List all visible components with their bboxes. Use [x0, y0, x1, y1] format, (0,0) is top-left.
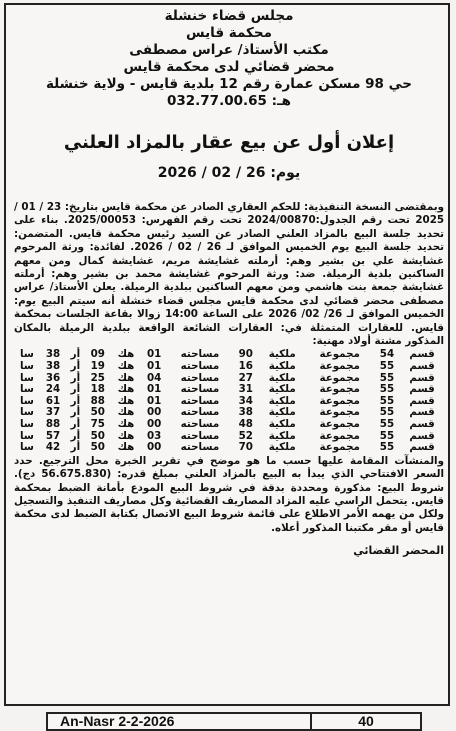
lot-sa-label: سا: [19, 348, 34, 361]
page-footer: [46, 712, 422, 731]
lot-ha-label: هك: [117, 360, 135, 373]
lot-owned-label: ملكية: [268, 406, 296, 419]
lot-ares: 19: [90, 360, 105, 373]
lot-group-number: 48: [238, 418, 253, 431]
lot-group-label: مجموعة: [319, 441, 360, 454]
council-name: مجلس قضاء خنشلة: [164, 8, 294, 24]
lot-centiares: 88: [45, 418, 61, 431]
lot-centiares: 24: [45, 383, 61, 396]
lot-ares: 18: [90, 383, 105, 396]
lot-hectares: 01: [146, 383, 162, 396]
lot-hectares: 03: [146, 429, 162, 442]
lot-hectares: 00: [146, 406, 162, 419]
lot-row: [14, 419, 444, 431]
lot-centiares: 38: [45, 360, 61, 373]
lot-centiares: 57: [45, 429, 61, 442]
lot-ares: 25: [90, 371, 105, 384]
publication-label: An-Nasr 2-2-2026: [48, 714, 312, 729]
lot-ha-label: هك: [117, 418, 135, 431]
lot-ar-label: أر: [70, 394, 81, 407]
lot-ar-label: أر: [70, 429, 81, 442]
lot-group-label: مجموعة: [319, 394, 360, 407]
lot-owned-label: ملكية: [268, 371, 296, 384]
lot-group-label: مجموعة: [319, 429, 360, 442]
lot-ha-label: هك: [117, 441, 135, 454]
lot-ares: 09: [90, 348, 105, 361]
lot-group-number: 16: [238, 360, 253, 373]
lot-qism-number: 55: [379, 429, 395, 442]
lot-group-label: مجموعة: [319, 418, 360, 431]
office-name: مكتب الأستاذ/ عراس مصطفى: [129, 42, 329, 58]
lot-hectares: 01: [146, 394, 162, 407]
lot-group-number: 38: [238, 406, 253, 419]
lot-ha-label: هك: [117, 383, 135, 396]
lot-group-label: مجموعة: [319, 348, 360, 361]
lot-ar-label: أر: [70, 441, 81, 454]
lot-sa-label: سا: [19, 371, 34, 384]
lot-sa-label: سا: [19, 429, 34, 442]
lot-sa-label: سا: [19, 406, 34, 419]
lot-ha-label: هك: [117, 429, 135, 442]
lot-qism-label: قسم: [409, 360, 435, 373]
lot-hectares: 01: [146, 360, 162, 373]
lot-qism-number: 55: [379, 418, 395, 431]
office-phone: هـ: 032.77.00.65: [166, 93, 291, 109]
lot-area-label: مساحته: [180, 348, 220, 361]
lot-qism-label: قسم: [409, 348, 435, 361]
lot-qism-label: قسم: [409, 418, 435, 431]
office-address: حي 98 مسكن عمارة رقم 12 بلدية قايس - ولاية خنشلة: [45, 76, 413, 92]
lot-qism-label: قسم: [409, 441, 435, 454]
lot-group-number: 90: [238, 348, 253, 361]
lot-group-number: 34: [238, 394, 253, 407]
lot-group-label: مجموعة: [319, 360, 360, 373]
lot-qism-number: 55: [379, 383, 395, 396]
lot-ares: 50: [90, 406, 105, 419]
lot-owned-label: ملكية: [268, 429, 296, 442]
notice-body: [14, 201, 444, 535]
lot-area-label: مساحته: [180, 429, 220, 442]
lot-sa-label: سا: [19, 360, 34, 373]
lot-group-number: 31: [238, 383, 253, 396]
bailiff-title: محضر قضائي لدى محكمة قايس: [123, 59, 335, 75]
lot-ar-label: أر: [70, 418, 81, 431]
lot-ar-label: أر: [70, 406, 81, 419]
lot-centiares: 42: [45, 441, 61, 454]
lot-ares: 75: [90, 418, 105, 431]
lot-group-label: مجموعة: [319, 371, 360, 384]
lot-group-label: مجموعة: [319, 383, 360, 396]
lot-sa-label: سا: [19, 441, 34, 454]
lot-area-label: مساحته: [180, 371, 220, 384]
lot-owned-label: ملكية: [268, 360, 296, 373]
lot-qism-number: 54: [379, 348, 395, 361]
notice-frame: [4, 3, 450, 706]
lot-area-label: مساحته: [180, 394, 220, 407]
lot-owned-label: ملكية: [268, 418, 296, 431]
lot-ares: 50: [90, 441, 105, 454]
lot-qism-label: قسم: [409, 406, 435, 419]
lot-row: [14, 442, 444, 454]
lot-area-label: مساحته: [180, 383, 220, 396]
lot-owned-label: ملكية: [268, 394, 296, 407]
lot-owned-label: ملكية: [268, 441, 296, 454]
lot-qism-number: 55: [379, 371, 395, 384]
lot-ha-label: هك: [117, 371, 135, 384]
lot-ha-label: هك: [117, 394, 135, 407]
closing-paragraph: والمنشآت المقامة عليها حسب ما هو موضح في تقرير الخبرة محل الترجيع. حدد السعر الافتتاحي الذي يبدأ به البيع بالمزاد العلني بمبلغ قدره: (56.675.830 دج). شروط البيع: مذكورة ومحددة بدقة في شروط البيع المودع بأمانة الضبط بمحكمة قايس. يتحمل الراسي عليه المزاد المصاريف القضائية وكل مصاريف التنفيذ والتسجيل ولكل من يهمه الأمر الاطلاع على قائمة شروط البيع الاتصال بكتابة الضبط لدى محكمة قايس أو مقر مكتبنا المذكور أعلاه.: [14, 454, 444, 534]
lot-sa-label: سا: [19, 394, 34, 407]
lot-owned-label: ملكية: [268, 383, 296, 396]
lot-qism-number: 55: [379, 360, 395, 373]
lot-ares: 88: [90, 394, 105, 407]
lot-group-number: 52: [238, 429, 253, 442]
page-number: 40: [358, 713, 374, 729]
lot-centiares: 38: [45, 348, 61, 361]
auction-date: يوم: 26 / 02 / 2026: [157, 165, 301, 181]
lot-hectares: 04: [146, 371, 162, 384]
notice-content: [14, 8, 444, 557]
lot-row: [14, 361, 444, 373]
lot-qism-number: 55: [379, 394, 395, 407]
lot-ar-label: أر: [70, 348, 81, 361]
body-paragraph: وبمقتضى النسخة التنفيذية: للحكم العقاري الصادر عن محكمة قايس بتاريخ: 23 / 01 / 2025 تحت رقم الجدول:2024/00870 تحت رقم الفهرس: 2025/00053. بناء على تحديد جلسة البيع بالمزاد العلني الصادر عن السيد رئيس محكمة قايس. المتضمن: تحديد جلسة البيع يوم الخميس الموافق لـ 26 / 02 / 2026. لفائدة: ورثة المرحوم غشايشة علي بن بشير وهم: أرملته غشايشة مريم، غشايشة كمال ومن معهم الساكنين بلدية الرميلة. ضد: ورثة المرحوم غشايشة محمد بن بشير وهم: أرملته غشايشة جمعة بنت هاشمي ومن معهم الساكنين ببلدية الرميلة. يعلن الأستاذ/ عراس مصطفى محضر قضائي لدى محكمة قايس مجلس قضاء خنشلة أنه سيتم البيع يوم: الخميس الموافق لـ 26/ 02/ 2026 على الساعة 14:00 زوالا بقاعة الجلسات بمحكمة قايس. للعقارات المتمثلة في: العقارات الشائعة الواقعة ببلدية الرميلة بالمكان المذكور مشتة أولاد مهنية:: [14, 201, 445, 348]
notice-title: إعلان أول عن بيع عقار بالمزاد العلني: [63, 132, 395, 153]
lot-ares: 50: [90, 429, 105, 442]
lot-area-label: مساحته: [180, 441, 220, 454]
lot-hectares: 00: [146, 441, 162, 454]
lot-ar-label: أر: [70, 371, 81, 384]
lot-area-label: مساحته: [180, 360, 220, 373]
lot-qism-label: قسم: [409, 429, 435, 442]
lot-centiares: 37: [45, 406, 61, 419]
lot-qism-number: 55: [379, 441, 395, 454]
signature: المحضر القضائي: [353, 544, 444, 558]
lot-centiares: 36: [45, 371, 61, 384]
lot-ar-label: أر: [70, 383, 81, 396]
lot-owned-label: ملكية: [268, 348, 296, 361]
lot-hectares: 01: [146, 348, 162, 361]
lot-ar-label: أر: [70, 360, 81, 373]
lot-area-label: مساحته: [180, 418, 220, 431]
lots-table: [14, 349, 444, 453]
lot-group-number: 27: [238, 371, 253, 384]
lot-group-number: 70: [238, 441, 253, 454]
lot-group-label: مجموعة: [319, 406, 360, 419]
lot-qism-label: قسم: [409, 383, 435, 396]
lot-qism-number: 55: [379, 406, 395, 419]
lot-area-label: مساحته: [180, 406, 220, 419]
lot-ha-label: هك: [117, 406, 135, 419]
court-name: محكمة قايس: [186, 25, 272, 41]
lot-ha-label: هك: [117, 348, 135, 361]
lot-sa-label: سا: [19, 383, 34, 396]
lot-hectares: 00: [146, 418, 162, 431]
lot-qism-label: قسم: [409, 394, 435, 407]
lot-centiares: 61: [45, 394, 61, 407]
lot-sa-label: سا: [19, 418, 34, 431]
lot-qism-label: قسم: [409, 371, 435, 384]
